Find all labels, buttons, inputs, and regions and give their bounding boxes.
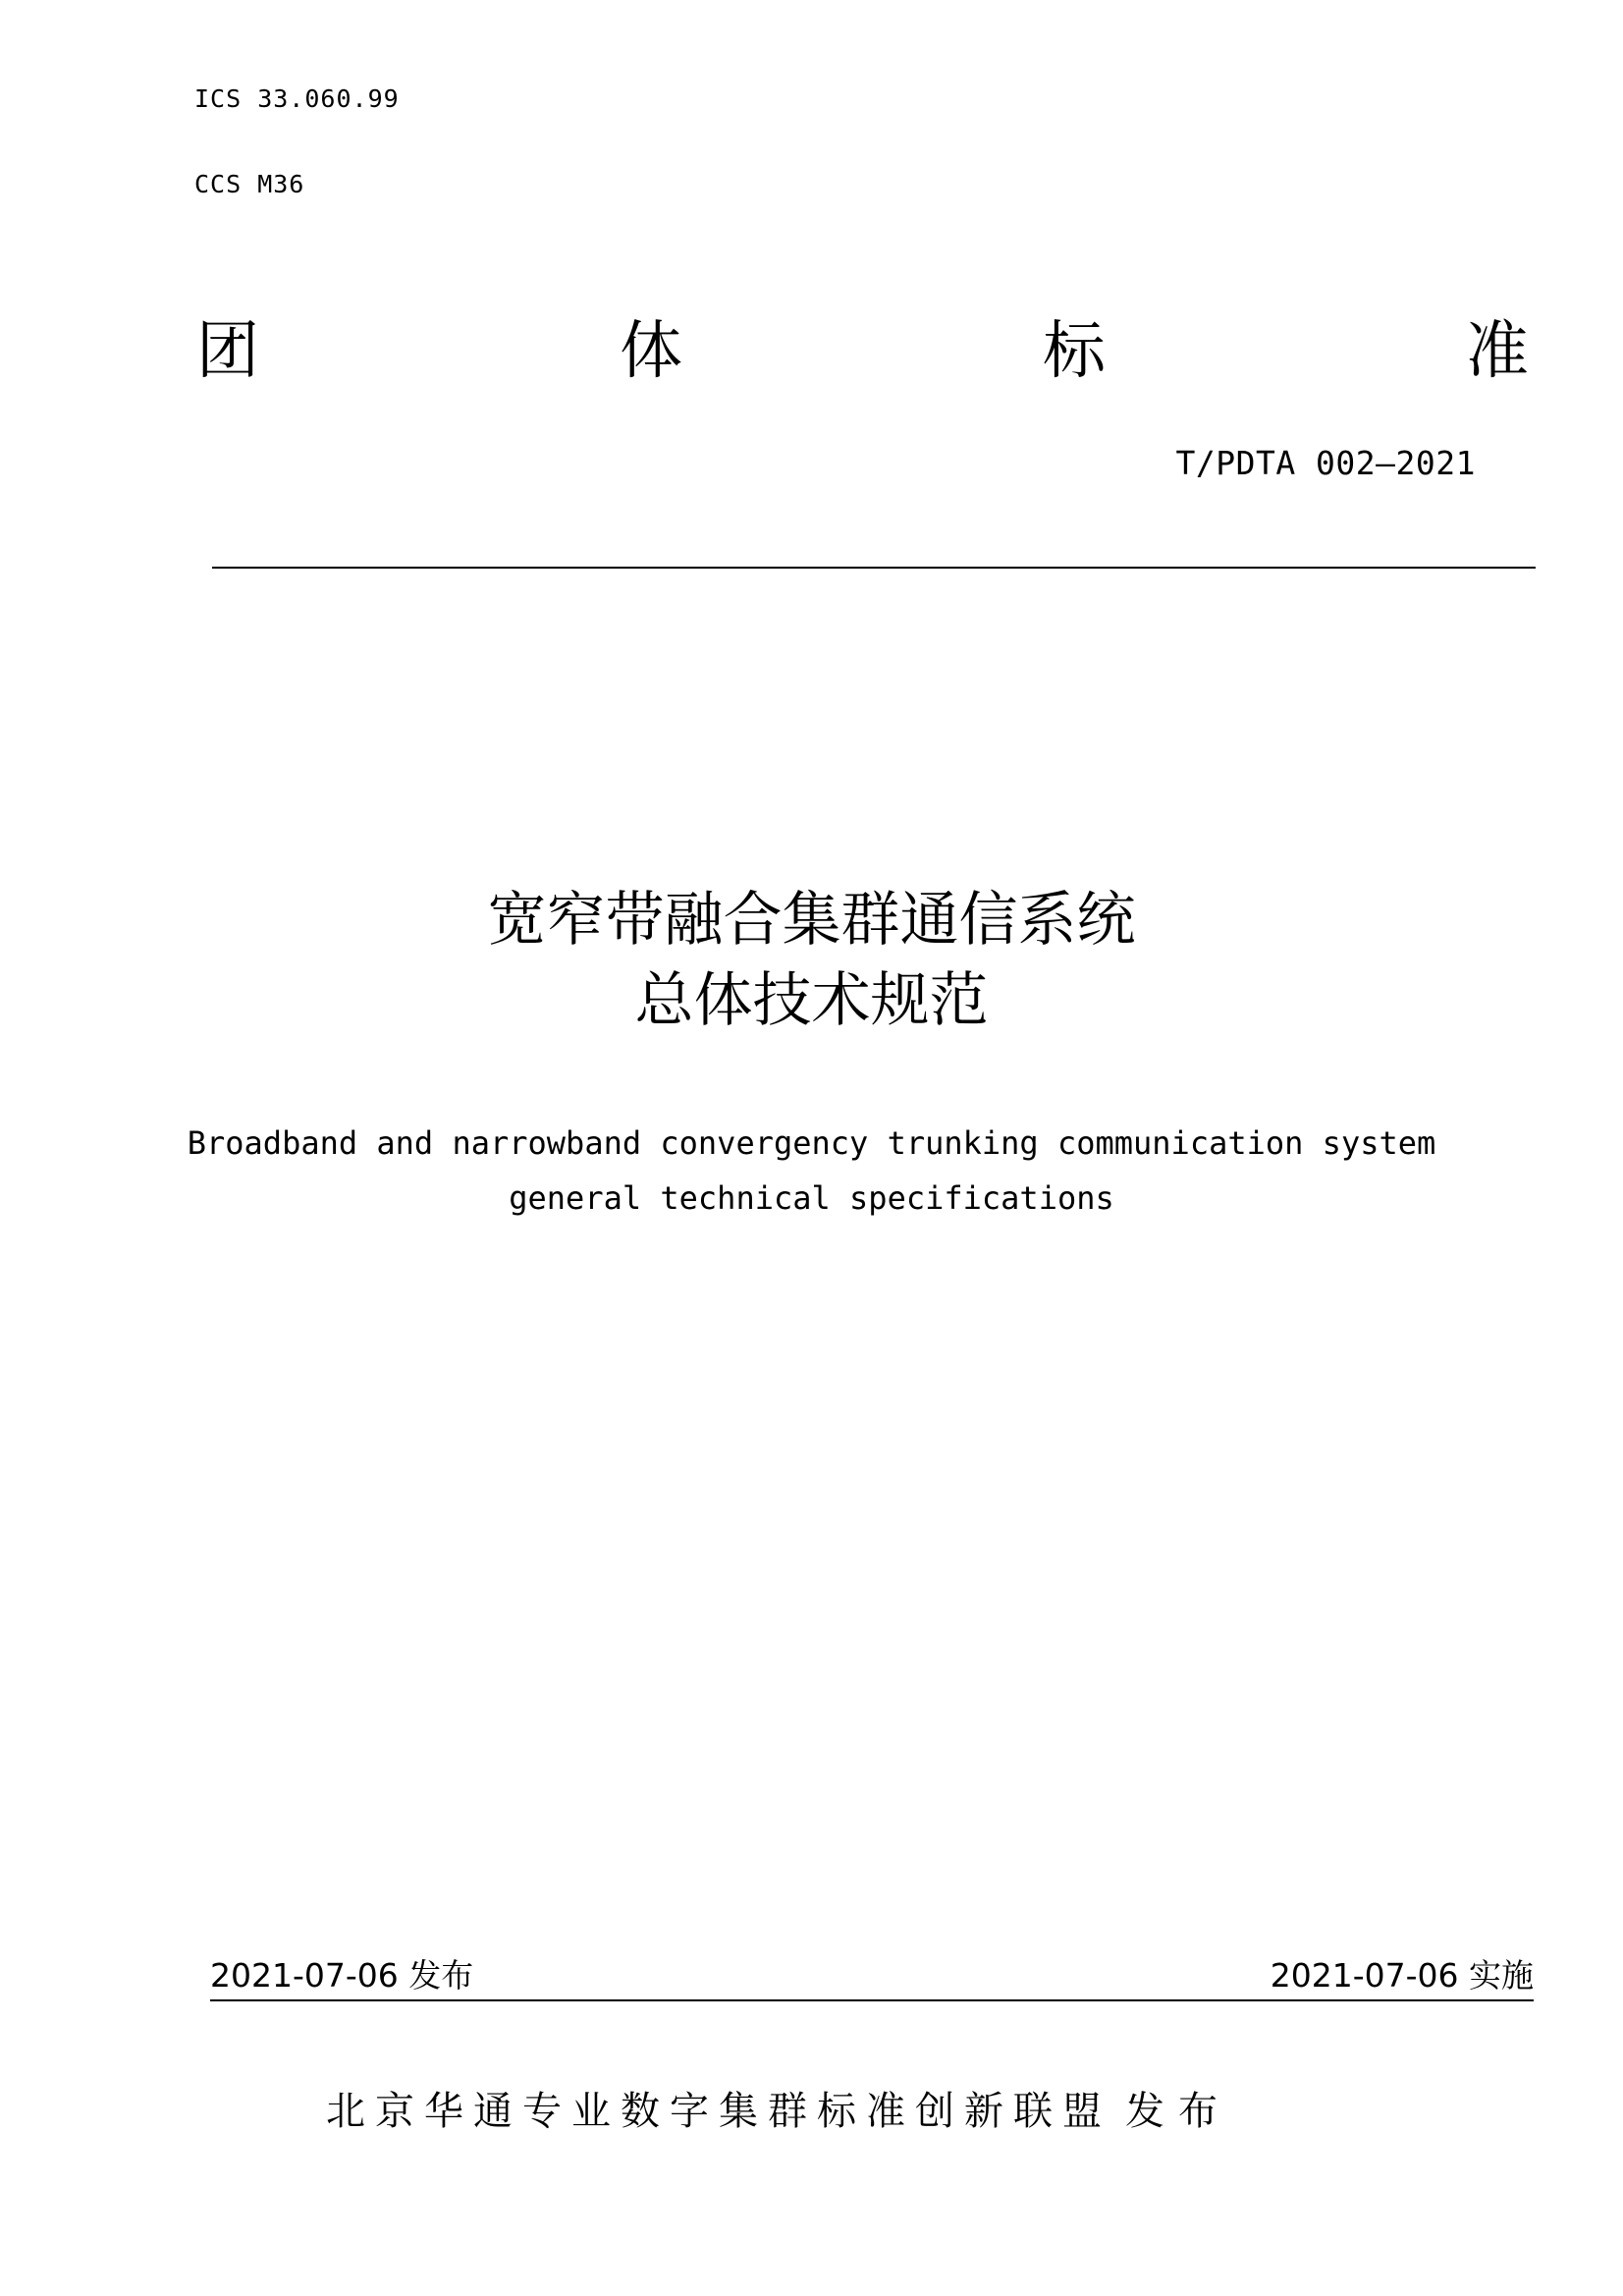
date-row	[210, 1952, 1534, 2001]
implement-date: 2021-07-06 实施	[1270, 1956, 1534, 1995]
publisher-line	[326, 2084, 1231, 2139]
standard-number: T/PDTA 002—2021	[1175, 444, 1476, 482]
english-title	[0, 1116, 1623, 1226]
standard-type-char: 标	[1043, 315, 1106, 388]
standard-type-char: 准	[1466, 315, 1529, 388]
publish-date: 2021-07-06 发布	[210, 1956, 474, 1995]
chinese-title-line: 宽窄带融合集群通信系统	[487, 886, 1136, 955]
english-title-line: general technical specifications	[509, 1179, 1114, 1217]
standard-type-char: 体	[620, 315, 682, 388]
ics-code: ICS 33.060.99	[194, 84, 400, 113]
header-divider	[212, 567, 1536, 569]
english-title-line: Broadband and narrowband convergency trunking communication system	[187, 1124, 1436, 1162]
ccs-code: CCS M36	[194, 170, 305, 198]
standard-type-heading	[196, 312, 1529, 391]
chinese-title-line: 总体技术规范	[634, 966, 989, 1035]
publisher-org: 北京华通专业数字集群标准创新联盟	[326, 2089, 1111, 2134]
chinese-title	[0, 880, 1623, 1041]
publisher-suffix: 发布	[1125, 2089, 1231, 2134]
standard-type-char: 团	[196, 315, 259, 388]
